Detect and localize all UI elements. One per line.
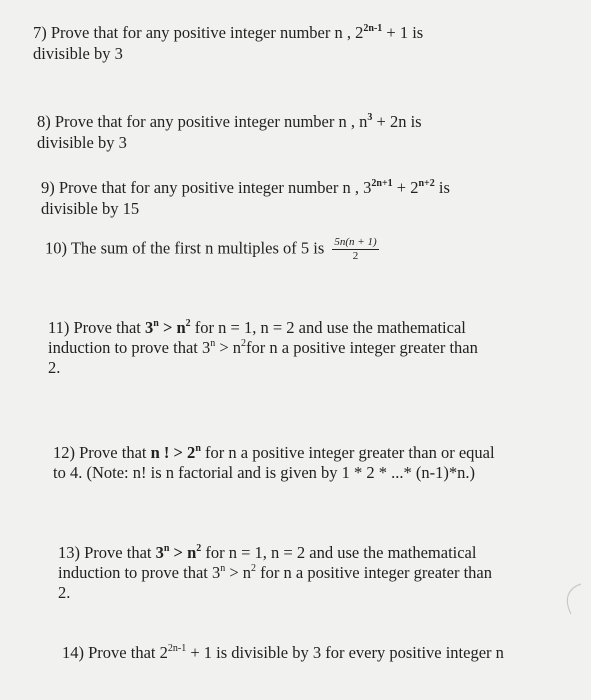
problem-12-line-1 <box>53 443 553 463</box>
problem-14 <box>62 642 562 663</box>
text-segment: > <box>158 318 177 337</box>
problem-10-line-1 <box>45 236 545 263</box>
problem-7-text-end: + 1 is <box>382 23 424 42</box>
problem-11 <box>48 318 548 378</box>
problem-13-line-2 <box>58 563 558 583</box>
text-segment: 2 <box>241 337 247 349</box>
text-segment: for n = 1, n = 2 and use the mathematical <box>190 318 466 337</box>
problem-8-text-end: + 2n is <box>372 112 422 131</box>
pencil-scribble <box>551 580 591 620</box>
text-segment: + 1 is divisible by 3 for every positive integer n <box>186 643 504 662</box>
text-segment: 12) Prove that <box>53 443 151 462</box>
text-segment: n <box>210 337 216 349</box>
text-segment: 2n-1 <box>167 642 187 654</box>
problem-14-line-1 <box>62 642 562 663</box>
problem-12-line-2: to 4. (Note: n! is n factorial and is given by 1 * 2 * ...* (n-1)*n.) <box>53 463 476 482</box>
problem-9-text: 9) Prove that for any positive integer number n , 3 <box>41 178 372 197</box>
problem-8-text: 8) Prove that for any positive integer number n , n <box>37 112 368 131</box>
text-segment: induction to prove that 3 <box>48 338 211 357</box>
text-segment: for n a positive integer greater than <box>256 563 492 582</box>
text-segment: 3 <box>155 543 164 562</box>
problem-8 <box>37 111 537 153</box>
problem-9-text-mid: + 2 <box>392 178 419 197</box>
problem-9-line-1 <box>41 177 541 198</box>
problem-7-line-2: divisible by 3 <box>33 44 123 63</box>
fraction-denominator: 2 <box>352 250 359 262</box>
problem-10-text: 10) The sum of the first n multiples of 5 is <box>45 238 325 258</box>
text-segment: 2 <box>251 562 257 574</box>
problem-9 <box>41 177 541 219</box>
text-segment: n <box>220 562 226 574</box>
text-segment: n <box>163 542 170 554</box>
problem-10-fraction <box>332 236 378 263</box>
text-segment: 11) Prove that <box>48 318 145 337</box>
problem-10 <box>45 236 545 263</box>
problem-9-exponent-1: 2n+1 <box>371 177 393 189</box>
text-segment: n ! > 2 <box>150 443 196 462</box>
problem-13-line-1 <box>58 543 558 563</box>
text-segment: 2 <box>185 317 191 329</box>
text-segment: n <box>187 543 197 562</box>
text-segment: for n a positive integer greater than or equal <box>200 443 495 462</box>
problem-9-line-2: divisible by 15 <box>41 199 140 218</box>
problem-11-line-2 <box>48 338 548 358</box>
text-segment: 14) Prove that 2 <box>62 643 168 662</box>
text-segment: 13) Prove that <box>58 543 156 562</box>
problem-9-text-end: is <box>434 178 450 197</box>
text-segment: for n a positive integer greater than <box>246 338 478 357</box>
problem-8-line-2: divisible by 3 <box>37 133 127 152</box>
text-segment: n <box>195 442 201 454</box>
text-segment: 3 <box>145 318 154 337</box>
problem-7-text: 7) Prove that for any positive integer number n , 2 <box>33 23 364 42</box>
text-segment: for n = 1, n = 2 and use the mathematical <box>201 543 477 562</box>
text-segment: > n <box>225 563 252 582</box>
problem-11-line-1 <box>48 318 548 338</box>
text-segment: > <box>169 543 188 562</box>
problem-8-exponent: 3 <box>367 111 373 123</box>
problem-7-line-1 <box>33 22 533 43</box>
problem-13-line-3: 2. <box>58 583 71 602</box>
text-segment: n <box>176 318 186 337</box>
text-segment: 2 <box>196 542 202 554</box>
problem-7 <box>33 22 533 64</box>
problem-11-line-3: 2. <box>48 358 61 377</box>
problem-9-exponent-2: n+2 <box>418 177 435 189</box>
text-segment: > n <box>215 338 242 357</box>
problem-12 <box>53 443 553 483</box>
text-segment: induction to prove that 3 <box>58 563 221 582</box>
text-segment: n <box>153 317 159 329</box>
problem-8-line-1 <box>37 111 537 132</box>
problem-7-exponent: 2n-1 <box>363 22 383 34</box>
fraction-numerator: 5n(n + 1) <box>334 236 377 248</box>
problem-13 <box>58 543 558 603</box>
